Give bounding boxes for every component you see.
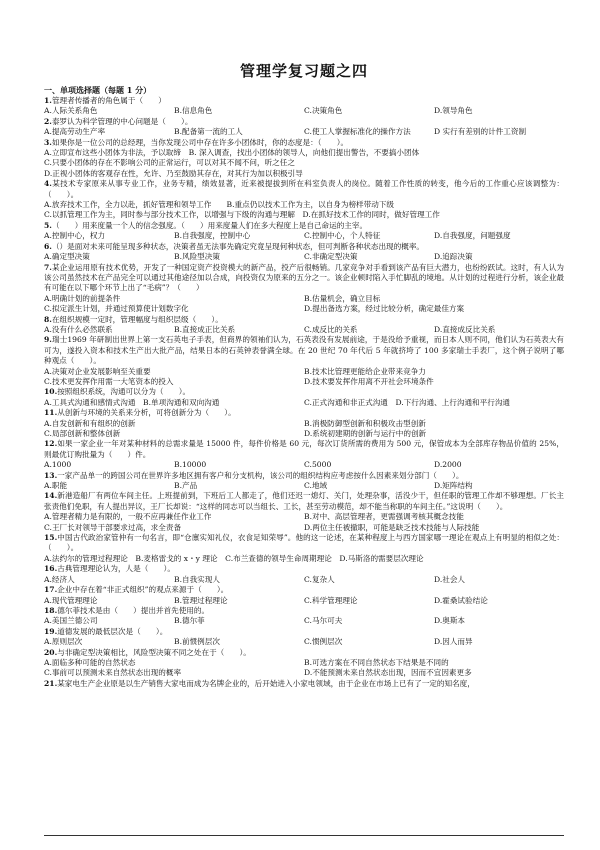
answer-option: B.对中、高层管理者，更需强调考核其概念技能 bbox=[304, 512, 464, 522]
answer-option: D.不能预测未来自然状态出现，因而不宜因素更多 bbox=[304, 668, 472, 678]
question-number: 17. bbox=[44, 585, 58, 595]
question-number: 6. bbox=[44, 241, 52, 251]
question-stem bbox=[44, 387, 564, 397]
question-item bbox=[44, 138, 564, 180]
answer-option: B.自我强度，控制中心 bbox=[174, 231, 251, 241]
option-row bbox=[44, 668, 564, 678]
option-row bbox=[44, 377, 564, 387]
option-row bbox=[44, 127, 564, 137]
question-text: 与非确定型决策相比，风险型决策不同之处在于（ ）。 bbox=[57, 647, 251, 657]
question-stem bbox=[44, 679, 564, 689]
question-list bbox=[44, 96, 564, 689]
answer-option: A.明确计划的前提条件 bbox=[44, 293, 121, 303]
option-row bbox=[44, 481, 564, 491]
question-number: 2. bbox=[44, 116, 52, 126]
question-number: 9. bbox=[44, 335, 52, 345]
answer-option: C.惯例层次 bbox=[304, 637, 343, 647]
question-text: 中国古代政治家管仲有一句名言，即“仓廪实知礼仪，衣食足知荣辱”。他的这一论述，在某种程度上与西方国家哪一理论在观点上有明显的相似之处：（ ）。 bbox=[44, 533, 564, 553]
answer-option: D.两位主任被撤职，可能是缺乏技术技能与人际技能 bbox=[304, 522, 480, 532]
question-stem bbox=[44, 471, 564, 481]
question-stem bbox=[44, 263, 564, 294]
question-number: 16. bbox=[44, 564, 58, 574]
question-item bbox=[44, 471, 564, 492]
question-stem bbox=[44, 585, 564, 595]
question-stem bbox=[44, 117, 564, 127]
question-stem bbox=[44, 564, 564, 574]
answer-option: B.信息角色 bbox=[174, 106, 213, 116]
answer-option: D.自我强度，问题强度 bbox=[434, 231, 511, 241]
answer-option: C.马尔可夫 bbox=[304, 616, 343, 626]
question-item bbox=[44, 408, 564, 439]
question-stem bbox=[44, 179, 564, 200]
question-stem bbox=[44, 315, 564, 325]
answer-option: C.控制中心，个人特征 bbox=[304, 231, 381, 241]
answer-option: A.提高劳动生产率 bbox=[44, 127, 106, 137]
answer-option: B.配备第一流的工人 bbox=[174, 127, 243, 137]
question-item bbox=[44, 679, 564, 689]
answer-option: A.没有什么必然联系 bbox=[44, 324, 113, 334]
question-text: 古典管理理论认为，人是（ ）。 bbox=[57, 564, 175, 574]
question-item bbox=[44, 606, 564, 627]
option-row bbox=[44, 512, 564, 522]
answer-option: C.地域 bbox=[304, 481, 328, 491]
question-item bbox=[44, 491, 564, 533]
question-text: 瑞士1969 年研制出世界上第一支石英电子手表，但商界的领袖们认为，石英表没有发展前途，于是没给予重视，而日本人则不同，他们认为石英表大有可为，遂投入资本和技术生产出大批产品，结果日本的石英钟表誉满全球。在 20 世纪 70 年代后 5 年就挤垮了 100 多家瑞士手表厂，这个例子说明了哪种观点（ ）。 bbox=[44, 335, 564, 366]
answer-option: A.控制中心，权力 bbox=[44, 231, 106, 241]
answer-option: D.社会人 bbox=[434, 574, 466, 584]
option-row bbox=[44, 398, 564, 408]
question-stem bbox=[44, 408, 564, 418]
answer-option: C.决策角色 bbox=[304, 106, 343, 116]
question-stem bbox=[44, 221, 564, 231]
option-row bbox=[44, 523, 564, 533]
answer-option: A.原则层次 bbox=[44, 637, 83, 647]
option-row bbox=[44, 616, 564, 626]
answer-option: B.自我实现人 bbox=[174, 574, 220, 584]
option-row bbox=[44, 106, 564, 116]
answer-option: A.决策对企业发展影响至关重要 bbox=[44, 366, 151, 376]
answer-option: D.追踪决策 bbox=[434, 252, 473, 262]
document-page bbox=[44, 60, 564, 689]
question-number: 13. bbox=[44, 470, 58, 480]
footer-rule bbox=[44, 835, 564, 836]
answer-option: B.管理过程理论 bbox=[174, 595, 228, 605]
option-row bbox=[44, 460, 564, 470]
answer-option: B.德尔菲 bbox=[174, 616, 205, 626]
page-title: 管理学复习题之四 bbox=[239, 62, 368, 80]
answer-option: C.非确定型决策 bbox=[304, 252, 358, 262]
question-stem bbox=[44, 96, 564, 106]
option-row bbox=[44, 294, 564, 304]
option-row bbox=[44, 637, 564, 647]
question-text: 德尔菲技术是由（ ）提出并首先使用的。 bbox=[57, 605, 210, 615]
answer-option: D.霍桑试验结论 bbox=[434, 595, 488, 605]
question-number: 19. bbox=[44, 626, 58, 636]
option-row bbox=[44, 429, 564, 439]
question-number: 5. bbox=[44, 220, 52, 230]
question-number: 1. bbox=[44, 96, 52, 105]
option-row bbox=[44, 252, 564, 262]
answer-option: C.技术更发挥作用需一大笔资本的投入 bbox=[44, 376, 174, 386]
question-text: 某企业运用原有技术优势，开发了一种国定资产投资模大的新产品，投产后很畅销。几家竞争对手看到该产品有巨大潜力，也纷纷跃试。这时，有人认为该公司虽然技术在产品完全可以通过其他途径加以合成，向投资仅为原来的五分之一。该企业顿时陷入手忙脚乱的境地。从计划的过程进行分析，该企业最有可能在以下哪个环节上出了“毛病”？（ ） bbox=[44, 262, 564, 293]
answer-option: D.2000 bbox=[434, 460, 462, 470]
question-number: 21. bbox=[44, 678, 58, 688]
question-number: 18. bbox=[44, 605, 58, 615]
question-text: 企业中存在着“非正式组织”的观点来源于（ ）。 bbox=[57, 585, 229, 595]
answer-option: D.提出备选方案，经过比较分析，确定最佳方案 bbox=[304, 304, 465, 314]
answer-option: B.消极防御型创新和积极攻击型创新 bbox=[304, 418, 426, 428]
answer-option: A.现代管理理论 bbox=[44, 595, 98, 605]
question-stem bbox=[44, 242, 564, 252]
question-item bbox=[44, 242, 564, 263]
answer-option: D 实行有差别的计件工资制 bbox=[434, 127, 527, 137]
answer-option: D.系统初建期的创新与运行中的创新 bbox=[304, 429, 427, 438]
answer-option: B.10000 bbox=[174, 460, 207, 470]
answer-option: B.估量机会，确立目标 bbox=[304, 293, 381, 303]
answer-option: D.技术要发挥作用离不开社会环境条件 bbox=[304, 376, 434, 386]
answer-option: A.放弃技术工作，全力以赴，抓好管理和领导工作 B.重点仍以技术工作为主，以自身为榜样带动下级 bbox=[44, 200, 395, 210]
answer-option: A.美国兰德公司 bbox=[44, 616, 98, 626]
answer-option: A.确定型决策 bbox=[44, 252, 90, 262]
question-stem bbox=[44, 439, 564, 460]
question-number: 14. bbox=[44, 491, 58, 501]
answer-option: A.面临多种可能的自然状态 bbox=[44, 657, 136, 667]
question-item bbox=[44, 263, 564, 315]
answer-option: C.正式沟通和非正式沟通 D.下行沟通、上行沟通和平行沟通 bbox=[304, 397, 511, 407]
question-number: 7. bbox=[44, 262, 52, 272]
question-text: 按照组织系统，沟通可以分为（ ）。 bbox=[57, 387, 191, 397]
answer-option: A.立即宣布这些小团体为非法，予以取缔 B. 深入调查，找出小团体的领导人，向他们提出警告，不要搞小团体 bbox=[44, 148, 420, 158]
question-number: 8. bbox=[44, 314, 52, 324]
question-text: 某家电生产企业原是以生产销售大家电而成为名牌企业的，后开始进入小家电领域，由于企业在市场上已有了一定的知名度， bbox=[57, 678, 475, 688]
answer-option: D.领导角色 bbox=[434, 106, 473, 116]
answer-option: C.复杂人 bbox=[304, 574, 335, 584]
question-item bbox=[44, 648, 564, 679]
answer-option: B.风险型决策 bbox=[174, 252, 220, 262]
question-item bbox=[44, 387, 564, 408]
answer-option: A.管理者精力是有限的，一般不应再兼任作业工作 bbox=[44, 512, 212, 522]
answer-option: B.前惯例层次 bbox=[174, 637, 220, 647]
answer-option: B.产品 bbox=[174, 481, 198, 491]
answer-option: A.人际关系角色 bbox=[44, 106, 98, 116]
question-text: 一家产品单一的跨国公司在世界许多地区拥有客户和分支机构，该公司的组织结构应考虑按什么因素来划分部门（ ）。 bbox=[57, 470, 464, 480]
question-stem bbox=[44, 627, 564, 637]
question-number: 20. bbox=[44, 647, 58, 657]
question-stem bbox=[44, 648, 564, 658]
answer-option: A.职能 bbox=[44, 481, 68, 491]
answer-option: C.5000 bbox=[304, 460, 332, 470]
option-row bbox=[44, 658, 564, 668]
question-item bbox=[44, 335, 564, 387]
answer-option: D.正视小团体的客观存在性，允许、乃至鼓励其存在，对其行为加以积极引导 bbox=[44, 168, 303, 178]
answer-option: C.只要小团体的存在不影响公司的正常运行，可以对其不闻不问，听之任之 bbox=[44, 158, 295, 168]
question-number: 3. bbox=[44, 137, 52, 147]
question-stem bbox=[44, 138, 564, 148]
question-text: 新港造船厂有两位车间主任。上班提前到，下班后工人都走了，他们还迟一熄灯、关门，处理杂事，活没少干，但任职的管理工作却不够理想。厂长主张责他们免职，有人提出异议，王厂长却说：“这样的同志可以当组长、工长，甚至劳动模范，却不能当称职的车间主任。”这说明（ ）。 bbox=[44, 491, 564, 511]
answer-option: D.因人而异 bbox=[434, 637, 473, 647]
question-item bbox=[44, 533, 564, 564]
answer-option: C.局部创新和整体创新 bbox=[44, 429, 121, 438]
answer-option: C.拟定派生计划，并通过预算使计划数字化 bbox=[44, 304, 189, 314]
question-text: 如果一家企业一年对某种材料的总需求量是 15000 件，每件价格是 60 元，每次订货所需的费用为 500 元，保管成本为全部库存物品价值的 25%，则最优订购批量为（ ）件。 bbox=[44, 439, 564, 459]
option-row bbox=[44, 596, 564, 606]
question-text: 在组织规模一定时，管理幅度与组织层级（ ）。 bbox=[51, 314, 223, 324]
question-item bbox=[44, 627, 564, 648]
answer-option: D.奥斯本 bbox=[434, 616, 466, 626]
question-item bbox=[44, 117, 564, 138]
option-row bbox=[44, 231, 564, 241]
answer-option: C.王厂长对领导干部要求过高，求全责备 bbox=[44, 522, 182, 532]
answer-option: A.经济人 bbox=[44, 574, 75, 584]
question-number: 15. bbox=[44, 533, 58, 543]
answer-option: A.工具式沟通和感情式沟通 B.单项沟通和双向沟通 bbox=[44, 397, 220, 407]
question-number: 11. bbox=[44, 408, 58, 418]
answer-option: C.以抓管理工作为主，同时参与部分技术工作，以增强与下级的沟通与理解 D.在抓好技术工作的同时，做好管理工作 bbox=[44, 210, 440, 220]
question-text: 从创新与环境的关系来分析，可将创新分为（ ）。 bbox=[57, 408, 236, 418]
question-number: 12. bbox=[44, 439, 58, 449]
option-row bbox=[44, 304, 564, 314]
question-number: 4. bbox=[44, 179, 52, 189]
question-item bbox=[44, 96, 564, 117]
answer-option: C.成反比的关系 bbox=[304, 324, 358, 334]
question-text: 道德发展的最低层次是（ ）。 bbox=[57, 626, 168, 636]
question-stem bbox=[44, 533, 564, 554]
question-text: 某技术专家原来从事专业工作，业务专精，绩效显著，近来被提拔到所在科室负责人的岗位。随着工作性质的转变，他今后的工作重心应该调整为：（ ）。 bbox=[44, 179, 564, 199]
question-number: 10. bbox=[44, 387, 58, 397]
answer-option: C.使工人掌握标准化的操作方法 bbox=[304, 127, 411, 137]
answer-option: C.事前可以预测未来自然状态出现的概率 bbox=[44, 668, 182, 678]
answer-option: B.技术比管理更能给企业带来竞争力 bbox=[304, 366, 426, 376]
answer-option: B.可选方案在不同自然状态下结果是不同的 bbox=[304, 657, 449, 667]
question-stem bbox=[44, 335, 564, 366]
question-text: 泰罗认为科学管理的中心问题是（ ）。 bbox=[51, 116, 193, 126]
question-item bbox=[44, 564, 564, 585]
question-item bbox=[44, 585, 564, 606]
question-stem bbox=[44, 491, 564, 512]
question-item bbox=[44, 439, 564, 470]
answer-option: C.科学管理理论 bbox=[304, 595, 358, 605]
question-item bbox=[44, 179, 564, 221]
question-text: 如果你是一位公司的总经理，当你发现公司中存在许多小团体时，你的态度是：（ ）。 bbox=[51, 137, 349, 147]
question-item bbox=[44, 315, 564, 336]
option-row bbox=[44, 367, 564, 377]
option-row bbox=[44, 325, 564, 335]
answer-option: B.直接成正比关系 bbox=[174, 324, 236, 334]
answer-option: A.1000 bbox=[44, 460, 72, 470]
question-item bbox=[44, 221, 564, 242]
option-row bbox=[44, 575, 564, 585]
question-text: 管理者传播者的角色属于（ ） bbox=[51, 96, 166, 105]
question-stem bbox=[44, 606, 564, 616]
question-text: （）是面对未来可能呈现多种状态，决策者虽无法事先确定究竟呈现何种状态，但可判断各种状态出现的概率。 bbox=[51, 241, 425, 251]
answer-option: D.直接成反比关系 bbox=[434, 324, 496, 334]
answer-option: A.自发创新和有组织的创新 bbox=[44, 418, 136, 428]
section-heading: 一、单项选择题（每题 1 分） bbox=[44, 85, 152, 95]
answer-option: A.法约尔的管理过程理论 B.麦格雷戈的 x・y 理论 C.布兰查德的领导生命周期理论 D.马斯洛的需要层次理论 bbox=[44, 553, 424, 563]
option-row bbox=[44, 419, 564, 429]
answer-option: D.矩阵结构 bbox=[434, 481, 473, 491]
question-text: （ ）用来度量一个人的信念强度。（ ）用来度量人们在多大程度上是自己命运的主宰。 bbox=[51, 220, 368, 230]
